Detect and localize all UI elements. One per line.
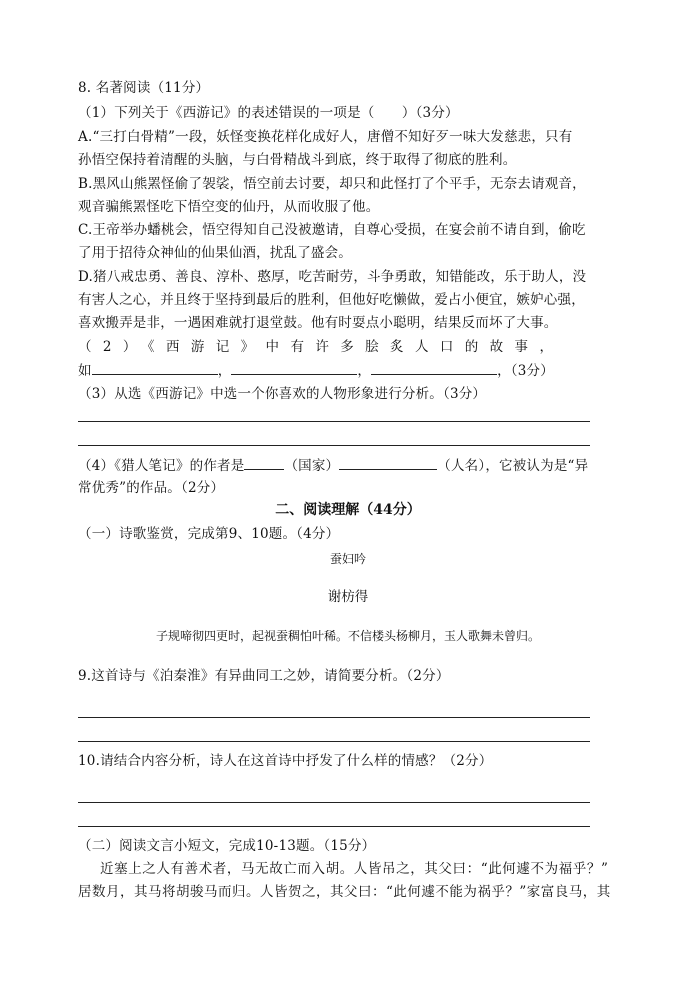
q8-sub2-line1: （2）《西游记》中有许多脍炙人口的故事，: [78, 339, 565, 355]
q8-sub4-prefix: （4）《猎人笔记》的作者是: [78, 458, 245, 474]
q8-sub2-comma-2: ，: [357, 363, 372, 379]
q8-option-a-line2: 孙悟空保持着清醒的头脑，与白骨精战斗到底，终于取得了彻底的胜利。: [78, 152, 517, 168]
answer-line-q9b[interactable]: [78, 741, 590, 742]
q8-option-d-line3: 喜欢搬弄是非，一遇困难就打退堂鼓。他有时耍点小聪明，结果反而坏了大事。: [78, 315, 558, 331]
q8-sub2-suffix: ，（3分）: [497, 363, 554, 379]
q8-sub4-line2: 常优秀”的作品。（2分）: [78, 480, 225, 496]
story-blank-2[interactable]: [231, 360, 357, 375]
answer-line-q8-3b[interactable]: [78, 445, 590, 446]
poem-title: 蚕妇吟: [329, 552, 366, 566]
poem-text: 子规啼彻四更时，起视蚕稠怕叶稀。不信楼头杨柳月，玉人歌舞未曾归。: [155, 629, 540, 643]
q8-sub4-line1: [78, 455, 588, 476]
q8-option-d-line1: D.猪八戒忠勇、善良、淳朴、憨厚，吃苦耐劳，斗争勇敢，知错能改，乐于助人，没: [78, 269, 587, 285]
q8-sub4-suffix: （人名），它被认为是“异: [437, 458, 589, 474]
q8-option-a-line1: A.“三打白骨精”一段，妖怪变换花样化成好人，唐僧不知好歹一味大发慈悲，只有: [78, 129, 573, 145]
q8-title: 8. 名著阅读（11分）: [78, 80, 210, 96]
q8-sub2-prefix: 如: [78, 363, 92, 379]
story-blank-1[interactable]: [92, 360, 218, 375]
answer-line-q10b[interactable]: [78, 826, 590, 827]
answer-line-q10a[interactable]: [78, 802, 590, 803]
poem-author: 谢枋得: [327, 589, 369, 605]
q8-option-b-line2: 观音骗熊罴怪吃下悟空变的仙丹，从而收服了他。: [78, 199, 380, 215]
q8-sub2-comma-1: ，: [217, 363, 232, 379]
story-blank-3[interactable]: [371, 360, 497, 375]
q8-option-c-line2: 了用于招待众神仙的仙果仙酒，扰乱了盛会。: [78, 245, 352, 261]
q9-prompt: 9.这首诗与《泊秦淮》有异曲同工之妙，请简要分析。（2分）: [78, 668, 450, 684]
prose-line-1: [78, 859, 609, 879]
q8-option-d-line2: 有害人之心，并且终于坚持到最后的胜利，但他好吃懒做，爱占小便宜，嫉妒心强，: [78, 292, 585, 308]
q8-sub1: （1）下列关于《西游记》的表述错误的一项是（ ）（3分）: [78, 105, 459, 121]
q10-prompt: 10.请结合内容分析，诗人在这首诗中抒发了什么样的情感？（2分）: [78, 753, 493, 769]
answer-line-q8-3a[interactable]: [78, 421, 590, 422]
q8-option-c-line1: C.王帝举办蟠桃会，悟空得知自己没被邀请，自尊心受损，在宴会前不请自到，偷吃: [78, 222, 586, 238]
answer-line-q9a[interactable]: [78, 717, 590, 718]
prose-line-2: 居数月，其马将胡骏马而归。人皆贺之，其父曰：“此何遽不能为祸乎？”家富良马，其: [78, 884, 611, 900]
q8-sub3: （3）从选《西游记》中选一个你喜欢的人物形象进行分析。（3分）: [78, 386, 487, 402]
section-2-part2: （二）阅读文言小短文，完成10-13题。（15分）: [78, 838, 376, 854]
prose-line-1-text: 近塞上之人有善术者，马无故亡而入胡。人皆吊之，其父曰：“此何遽不为福乎？”: [100, 861, 609, 877]
q8-sub4-country-label: （国家）: [284, 458, 340, 474]
q8-option-b-line1: B.黑风山熊罴怪偷了袈裟，悟空前去讨要，却只和此怪打了个平手，无奈去请观音，: [78, 176, 586, 192]
q8-sub2-line2: [78, 360, 554, 381]
section-2-heading: 二、阅读理解（44分）: [275, 502, 421, 518]
author-name-blank[interactable]: [339, 455, 437, 470]
section-2-part1: （一）诗歌鉴赏，完成第9、10题。（4分）: [78, 526, 340, 542]
country-blank[interactable]: [244, 455, 284, 470]
